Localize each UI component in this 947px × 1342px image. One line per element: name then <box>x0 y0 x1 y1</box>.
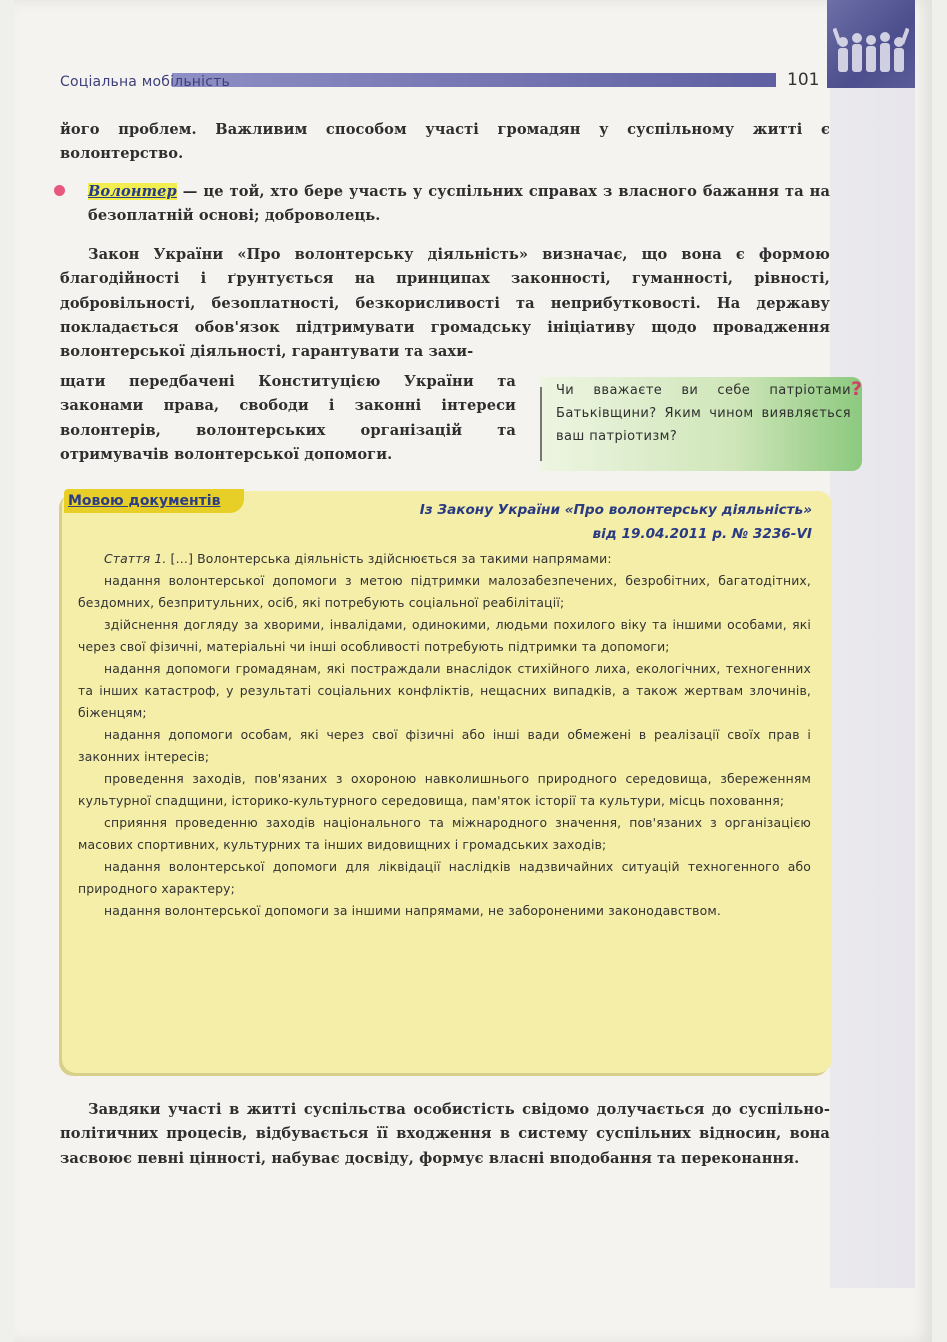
article-intro-text: […] Волонтерська діяльність здійснюється за такими напрямами: <box>166 551 612 566</box>
document-item: сприяння проведенню заходів національного та міжнародного значення, пов'язаних з організацією масових спортивних, культурних та інших видовищних і громадських заходів; <box>78 815 811 852</box>
document-item: надання допомоги громадянам, які постраждали внаслідок стихійного лиха, екологічних, техногенних та інших катастроф, у результаті соціальних конфліктів, нещасних випадків, а також жертвам злочинів, біженцям; <box>78 661 811 720</box>
page-number: 101 <box>787 70 820 90</box>
document-item: надання волонтерської допомоги з метою підтримки малозабезпечених, безробітних, багатодітних, бездомних, безпритульних, осіб, які потребують соціальної реабілітації; <box>78 573 811 610</box>
article-label: Стаття 1. <box>104 551 167 566</box>
document-source-date: від 19.04.2011 р. № 3236-VI <box>592 526 812 542</box>
document-source <box>300 498 812 546</box>
paragraph-law-continued: щати передбачені Конституцією України та законами права, свободи і законні інтереси волонтерів, волонтерських організацій та отримувачів волонтерської допомоги. <box>60 373 516 463</box>
document-item: надання волонтерської допомоги за іншими напрямами, не забороненими законодавством. <box>104 903 721 918</box>
document-item: проведення заходів, пов'язаних з охороною навколишнього природного середовища, збереженням культурної спадщини, історико-культурного середовища, пам'яток історії та культури, місць поховання; <box>78 771 811 808</box>
article-intro <box>78 548 811 570</box>
paragraph-law: Закон України «Про волонтерську діяльність» визначає, що вона є формою благодійності і ґрунтується на принципах законності, гуманності, рівності, добровільності, безоплатності, безкорисливості та неприбутковості. На державу покладається обов'язок підтримувати громадську ініціативу щодо провадження волонтерської діяльності, гарантувати та захи- <box>60 246 830 361</box>
document-item: здійснення догляду за хворими, інвалідами, одинокими, людьми похилого віку та іншими особами, які через свої фізичні, матеріальні чи інші особливості потребують підтримки та допомоги; <box>78 617 811 654</box>
running-header: Соціальна мобільність <box>60 74 230 90</box>
crowd-photo <box>827 0 915 88</box>
question-divider <box>540 387 542 461</box>
document-item: надання волонтерської допомоги для ліквідації наслідків надзвичайних ситуацій техногенного або природного характеру; <box>78 859 811 896</box>
question-box <box>540 377 862 471</box>
paragraph-conclusion: Завдяки участі в житті суспільства особистість свідомо долучається до суспільно-політичних процесів, відбувається її входження в систему суспільних відносин, вона засвоює певні цінності, набуває досвіду, формує власні вподобання та переконання. <box>60 1101 830 1167</box>
document-item: надання допомоги особам, які через свої фізичні або інші вади обмежені в реалізації своїх прав і законних інтересів; <box>78 727 811 764</box>
definition-text: — це той, хто бере участь у суспільних справах з власного бажання та на безоплатній основі; доброволець. <box>88 183 830 225</box>
people-crowd-icon <box>833 20 909 82</box>
question-text: Чи вважаєте ви себе патріотами Батьківщини? Яким чином виявляється ваш патріотизм? <box>556 383 851 444</box>
question-mark-icon: ? <box>851 378 863 400</box>
header-bar <box>172 73 776 87</box>
document-source-title: Із Закону України «Про волонтерську діяльність» <box>419 502 812 518</box>
bullet-dot-icon <box>54 185 65 196</box>
definition-volunteer <box>88 180 830 229</box>
paragraph-volunteering-intro: його проблем. Важливим способом участі громадян у суспільному житті є волонтерство. <box>60 121 830 163</box>
document-body <box>78 548 811 922</box>
page-side-tab <box>830 88 915 1288</box>
document-label: Мовою документів <box>64 489 244 513</box>
definition-term: Волонтер <box>88 183 177 200</box>
